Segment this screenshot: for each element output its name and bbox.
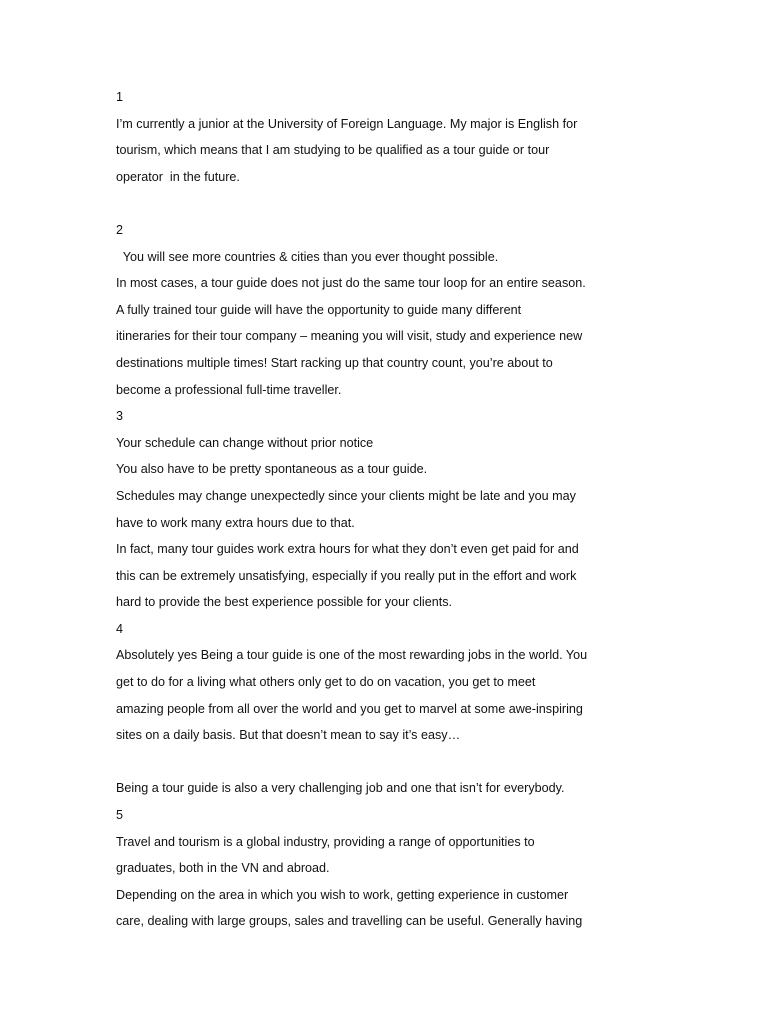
text-line: become a professional full-time traveller. [116, 382, 342, 397]
text-line: Schedules may change unexpectedly since your clients might be late and you may [116, 488, 576, 503]
text-line: sites on a daily basis. But that doesn’t mean to say it’s easy… [116, 728, 461, 743]
text-line: You also have to be pretty spontaneous as a tour guide. [116, 462, 428, 477]
section-number: 4 [116, 621, 124, 636]
text-line: You will see more countries & cities than you ever thought possible. [116, 249, 499, 264]
text-line: In fact, many tour guides work extra hours for what they don’t even get paid for and [116, 542, 579, 557]
text-line: Your schedule can change without prior notice [116, 435, 374, 450]
text-line: care, dealing with large groups, sales and travelling can be useful. Generally having [116, 914, 583, 929]
section-number: 5 [116, 808, 124, 823]
text-line: amazing people from all over the world and you get to marvel at some awe-inspiring [116, 701, 583, 716]
text-line: itineraries for their tour company – meaning you will visit, study and experience new [116, 329, 583, 344]
text-line: get to do for a living what others only get to do on vacation, you get to meet [116, 675, 536, 690]
text-line: destinations multiple times! Start racking up that country count, you’re about to [116, 355, 553, 370]
text-line: tourism, which means that I am studying to be qualified as a tour guide or tour [116, 143, 550, 158]
blank-line [116, 190, 656, 217]
document-body [116, 84, 656, 935]
text-line: operator in the future. [116, 169, 240, 184]
text-line: Travel and tourism is a global industry, providing a range of opportunities to [116, 834, 535, 849]
text-line: have to work many extra hours due to that. [116, 515, 355, 530]
text-line: I’m currently a junior at the University of Foreign Language. My major is English for [116, 116, 578, 131]
text-line: hard to provide the best experience possible for your clients. [116, 595, 453, 610]
text-line: graduates, both in the VN and abroad. [116, 861, 330, 876]
section-number: 3 [116, 409, 124, 424]
section-number: 2 [116, 222, 124, 237]
text-line: In most cases, a tour guide does not just do the same tour loop for an entire season. [116, 276, 586, 291]
text-line: this can be extremely unsatisfying, especially if you really put in the effort and work [116, 568, 577, 583]
text-line: Being a tour guide is also a very challenging job and one that isn’t for everybody. [116, 781, 565, 796]
section-number: 1 [116, 90, 124, 104]
text-line: Depending on the area in which you wish to work, getting experience in customer [116, 887, 569, 902]
text-line: A fully trained tour guide will have the opportunity to guide many different [116, 302, 522, 317]
text-line: Absolutely yes Being a tour guide is one of the most rewarding jobs in the world. You [116, 648, 588, 663]
blank-line [116, 749, 656, 776]
